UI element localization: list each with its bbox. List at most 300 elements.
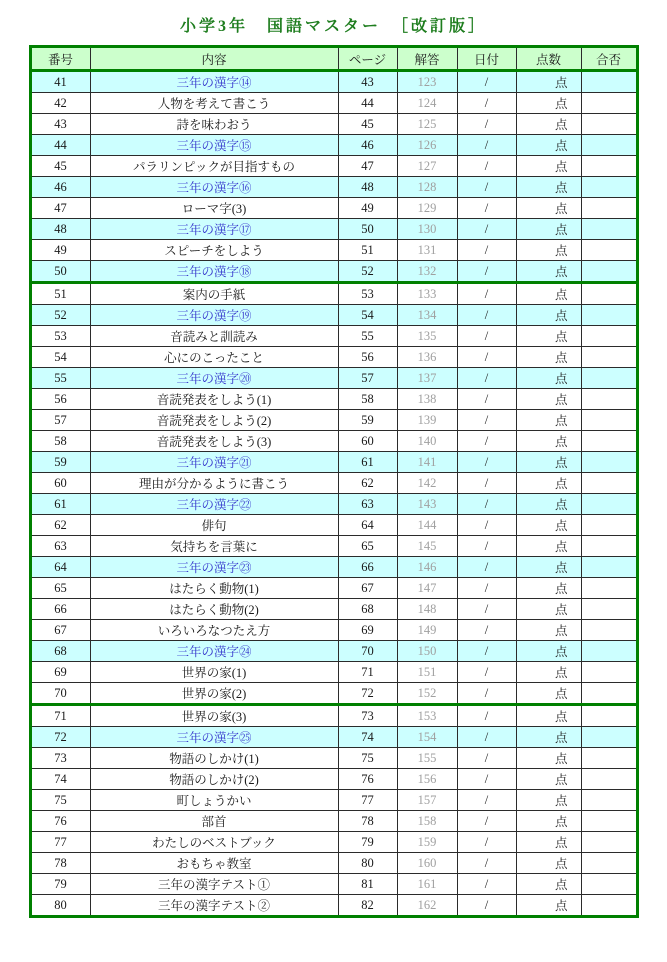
cell-answer: 148: [397, 599, 457, 620]
cell-date: /: [457, 578, 516, 599]
cell-answer: 150: [397, 641, 457, 662]
cell-score: 点: [516, 895, 581, 917]
cell-score: 点: [516, 326, 581, 347]
cell-number: 45: [30, 156, 90, 177]
table-row: [30, 71, 637, 93]
cell-page: 58: [338, 389, 397, 410]
cell-date: /: [457, 895, 516, 917]
cell-number: 65: [30, 578, 90, 599]
cell-content: 三年の漢字⑮: [90, 135, 338, 156]
cell-page: 53: [338, 283, 397, 305]
cell-number: 77: [30, 832, 90, 853]
cell-pass: [581, 620, 637, 641]
cell-pass: [581, 93, 637, 114]
cell-page: 46: [338, 135, 397, 156]
cell-date: /: [457, 790, 516, 811]
cell-pass: [581, 578, 637, 599]
cell-content: スピーチをしよう: [90, 240, 338, 261]
table-row: [30, 769, 637, 790]
cell-answer: 129: [397, 198, 457, 219]
cell-number: 63: [30, 536, 90, 557]
cell-page: 78: [338, 811, 397, 832]
cell-number: 47: [30, 198, 90, 219]
cell-score: 点: [516, 578, 581, 599]
cell-content: 三年の漢字㉔: [90, 641, 338, 662]
cell-score: 点: [516, 494, 581, 515]
cell-page: 52: [338, 261, 397, 283]
cell-pass: [581, 410, 637, 431]
cell-pass: [581, 790, 637, 811]
cell-date: /: [457, 557, 516, 578]
cell-pass: [581, 305, 637, 326]
table-row: [30, 705, 637, 727]
table-row: [30, 853, 637, 874]
table-row: [30, 578, 637, 599]
cell-answer: 131: [397, 240, 457, 261]
cell-answer: 140: [397, 431, 457, 452]
cell-score: 点: [516, 536, 581, 557]
cell-answer: 159: [397, 832, 457, 853]
cell-number: 46: [30, 177, 90, 198]
cell-page: 71: [338, 662, 397, 683]
cell-content: 三年の漢字㉕: [90, 727, 338, 748]
table-row: [30, 326, 637, 347]
cell-content: いろいろなつたえ方: [90, 620, 338, 641]
cell-answer: 124: [397, 93, 457, 114]
cell-pass: [581, 431, 637, 452]
header-date: 日付: [457, 47, 516, 71]
cell-content: 俳句: [90, 515, 338, 536]
cell-content: 三年の漢字㉓: [90, 557, 338, 578]
header-score: 点数: [516, 47, 581, 71]
cell-page: 68: [338, 599, 397, 620]
table-row: [30, 452, 637, 473]
cell-score: 点: [516, 790, 581, 811]
cell-score: 点: [516, 71, 581, 93]
cell-answer: 133: [397, 283, 457, 305]
cell-answer: 156: [397, 769, 457, 790]
cell-score: 点: [516, 811, 581, 832]
cell-score: 点: [516, 452, 581, 473]
cell-date: /: [457, 494, 516, 515]
header-pass: 合否: [581, 47, 637, 71]
cell-score: 点: [516, 240, 581, 261]
cell-page: 79: [338, 832, 397, 853]
cell-date: /: [457, 114, 516, 135]
cell-date: /: [457, 389, 516, 410]
cell-date: /: [457, 641, 516, 662]
cell-answer: 157: [397, 790, 457, 811]
cell-number: 54: [30, 347, 90, 368]
cell-content: 世界の家(1): [90, 662, 338, 683]
cell-pass: [581, 494, 637, 515]
cell-pass: [581, 156, 637, 177]
cell-score: 点: [516, 874, 581, 895]
cell-page: 63: [338, 494, 397, 515]
cell-number: 75: [30, 790, 90, 811]
cell-content: 音読発表をしよう(1): [90, 389, 338, 410]
cell-answer: 139: [397, 410, 457, 431]
cell-pass: [581, 705, 637, 727]
cell-number: 64: [30, 557, 90, 578]
cell-answer: 126: [397, 135, 457, 156]
cell-content: 案内の手紙: [90, 283, 338, 305]
cell-number: 74: [30, 769, 90, 790]
cell-page: 69: [338, 620, 397, 641]
cell-pass: [581, 874, 637, 895]
cell-number: 48: [30, 219, 90, 240]
cell-content: 三年の漢字テスト②: [90, 895, 338, 917]
cell-date: /: [457, 347, 516, 368]
cell-number: 71: [30, 705, 90, 727]
cell-date: /: [457, 326, 516, 347]
cell-answer: 151: [397, 662, 457, 683]
table-row: [30, 620, 637, 641]
cell-score: 点: [516, 261, 581, 283]
table-row: [30, 389, 637, 410]
cell-content: ローマ字(3): [90, 198, 338, 219]
cell-content: 三年の漢字⑰: [90, 219, 338, 240]
cell-page: 81: [338, 874, 397, 895]
cell-pass: [581, 599, 637, 620]
cell-number: 56: [30, 389, 90, 410]
cell-pass: [581, 769, 637, 790]
cell-answer: 136: [397, 347, 457, 368]
header-content: 内容: [90, 47, 338, 71]
cell-answer: 141: [397, 452, 457, 473]
cell-answer: 143: [397, 494, 457, 515]
cell-content: わたしのベストブック: [90, 832, 338, 853]
cell-number: 41: [30, 71, 90, 93]
cell-content: おもちゃ教室: [90, 853, 338, 874]
cell-pass: [581, 832, 637, 853]
cell-number: 62: [30, 515, 90, 536]
cell-number: 43: [30, 114, 90, 135]
cell-number: 55: [30, 368, 90, 389]
cell-score: 点: [516, 473, 581, 494]
cell-number: 42: [30, 93, 90, 114]
table-row: [30, 177, 637, 198]
cell-content: 人物を考えて書こう: [90, 93, 338, 114]
cell-answer: 144: [397, 515, 457, 536]
table-row: [30, 156, 637, 177]
cell-date: /: [457, 431, 516, 452]
table-row: [30, 368, 637, 389]
cell-score: 点: [516, 93, 581, 114]
cell-score: 点: [516, 853, 581, 874]
cell-date: /: [457, 853, 516, 874]
cell-answer: 152: [397, 683, 457, 705]
cell-pass: [581, 515, 637, 536]
cell-number: 57: [30, 410, 90, 431]
header-page: ページ: [338, 47, 397, 71]
cell-date: /: [457, 536, 516, 557]
cell-page: 56: [338, 347, 397, 368]
table-row: [30, 895, 637, 917]
cell-date: /: [457, 368, 516, 389]
cell-pass: [581, 557, 637, 578]
table-row: [30, 219, 637, 240]
cell-date: /: [457, 515, 516, 536]
table-row: [30, 832, 637, 853]
cell-number: 79: [30, 874, 90, 895]
cell-date: /: [457, 452, 516, 473]
cell-answer: 137: [397, 368, 457, 389]
cell-number: 69: [30, 662, 90, 683]
table-row: [30, 811, 637, 832]
cell-number: 50: [30, 261, 90, 283]
table-row: [30, 536, 637, 557]
cell-number: 49: [30, 240, 90, 261]
cell-content: 音読発表をしよう(2): [90, 410, 338, 431]
table-row: [30, 557, 637, 578]
cell-date: /: [457, 683, 516, 705]
cell-date: /: [457, 219, 516, 240]
cell-content: 物語のしかけ(2): [90, 769, 338, 790]
cell-pass: [581, 283, 637, 305]
cell-pass: [581, 641, 637, 662]
cell-number: 52: [30, 305, 90, 326]
cell-pass: [581, 326, 637, 347]
cell-date: /: [457, 261, 516, 283]
header-answer: 解答: [397, 47, 457, 71]
cell-answer: 125: [397, 114, 457, 135]
cell-date: /: [457, 727, 516, 748]
table-row: [30, 515, 637, 536]
cell-content: 心にのこったこと: [90, 347, 338, 368]
cell-number: 44: [30, 135, 90, 156]
cell-score: 点: [516, 599, 581, 620]
table-row: [30, 305, 637, 326]
cell-page: 57: [338, 368, 397, 389]
cell-page: 70: [338, 641, 397, 662]
table-row: [30, 641, 637, 662]
cell-answer: 123: [397, 71, 457, 93]
cell-answer: 128: [397, 177, 457, 198]
cell-content: 詩を味わおう: [90, 114, 338, 135]
cell-number: 58: [30, 431, 90, 452]
cell-page: 61: [338, 452, 397, 473]
cell-page: 76: [338, 769, 397, 790]
table-row: [30, 240, 637, 261]
cell-pass: [581, 71, 637, 93]
cell-score: 点: [516, 283, 581, 305]
cell-content: 気持ちを言葉に: [90, 536, 338, 557]
table-row: [30, 198, 637, 219]
cell-pass: [581, 240, 637, 261]
cell-score: 点: [516, 832, 581, 853]
cell-answer: 160: [397, 853, 457, 874]
cell-page: 54: [338, 305, 397, 326]
cell-content: 三年の漢字テスト①: [90, 874, 338, 895]
cell-answer: 155: [397, 748, 457, 769]
cell-answer: 149: [397, 620, 457, 641]
cell-number: 80: [30, 895, 90, 917]
cell-number: 70: [30, 683, 90, 705]
cell-answer: 130: [397, 219, 457, 240]
table-row: [30, 599, 637, 620]
cell-pass: [581, 135, 637, 156]
cell-score: 点: [516, 431, 581, 452]
cell-content: パラリンピックが目指すもの: [90, 156, 338, 177]
cell-content: 物語のしかけ(1): [90, 748, 338, 769]
cell-answer: 142: [397, 473, 457, 494]
cell-score: 点: [516, 347, 581, 368]
cell-content: 三年の漢字⑱: [90, 261, 338, 283]
table-row: [30, 135, 637, 156]
header-row: [30, 47, 637, 71]
cell-score: 点: [516, 219, 581, 240]
table-row: [30, 683, 637, 705]
cell-date: /: [457, 473, 516, 494]
cell-date: /: [457, 156, 516, 177]
cell-content: 音読みと訓読み: [90, 326, 338, 347]
table-row: [30, 431, 637, 452]
cell-score: 点: [516, 641, 581, 662]
cell-score: 点: [516, 198, 581, 219]
table-body: [30, 71, 637, 917]
cell-page: 47: [338, 156, 397, 177]
table-row: [30, 662, 637, 683]
cell-page: 50: [338, 219, 397, 240]
cell-number: 76: [30, 811, 90, 832]
cell-score: 点: [516, 662, 581, 683]
cell-page: 66: [338, 557, 397, 578]
cell-number: 53: [30, 326, 90, 347]
cell-date: /: [457, 135, 516, 156]
cell-answer: 162: [397, 895, 457, 917]
cell-pass: [581, 683, 637, 705]
cell-page: 82: [338, 895, 397, 917]
table-row: [30, 874, 637, 895]
cell-content: 三年の漢字⑳: [90, 368, 338, 389]
cell-answer: 138: [397, 389, 457, 410]
table-row: [30, 748, 637, 769]
cell-score: 点: [516, 727, 581, 748]
table-row: [30, 410, 637, 431]
cell-answer: 161: [397, 874, 457, 895]
cell-date: /: [457, 769, 516, 790]
cell-content: 世界の家(3): [90, 705, 338, 727]
table-row: [30, 473, 637, 494]
cell-page: 73: [338, 705, 397, 727]
cell-number: 60: [30, 473, 90, 494]
cell-page: 65: [338, 536, 397, 557]
cell-content: はたらく動物(2): [90, 599, 338, 620]
cell-content: 町しょうかい: [90, 790, 338, 811]
cell-pass: [581, 177, 637, 198]
cell-date: /: [457, 662, 516, 683]
cell-date: /: [457, 832, 516, 853]
cell-score: 点: [516, 114, 581, 135]
table-row: [30, 114, 637, 135]
cell-content: 世界の家(2): [90, 683, 338, 705]
cell-page: 67: [338, 578, 397, 599]
cell-score: 点: [516, 769, 581, 790]
cell-score: 点: [516, 177, 581, 198]
cell-page: 77: [338, 790, 397, 811]
cell-answer: 134: [397, 305, 457, 326]
cell-page: 75: [338, 748, 397, 769]
cell-page: 62: [338, 473, 397, 494]
cell-page: 48: [338, 177, 397, 198]
cell-pass: [581, 536, 637, 557]
cell-pass: [581, 748, 637, 769]
cell-date: /: [457, 599, 516, 620]
cell-date: /: [457, 283, 516, 305]
cell-date: /: [457, 305, 516, 326]
table-header: [30, 47, 637, 71]
cell-content: 理由が分かるように書こう: [90, 473, 338, 494]
cell-answer: 145: [397, 536, 457, 557]
cell-score: 点: [516, 135, 581, 156]
cell-number: 67: [30, 620, 90, 641]
cell-pass: [581, 368, 637, 389]
cell-answer: 153: [397, 705, 457, 727]
cell-score: 点: [516, 305, 581, 326]
cell-page: 80: [338, 853, 397, 874]
cell-page: 60: [338, 431, 397, 452]
cell-score: 点: [516, 557, 581, 578]
table-row: [30, 727, 637, 748]
cell-page: 44: [338, 93, 397, 114]
cell-page: 72: [338, 683, 397, 705]
cell-content: 三年の漢字㉑: [90, 452, 338, 473]
cell-pass: [581, 452, 637, 473]
cell-score: 点: [516, 748, 581, 769]
cell-date: /: [457, 811, 516, 832]
cell-content: 三年の漢字⑭: [90, 71, 338, 93]
cell-score: 点: [516, 683, 581, 705]
cell-content: 三年の漢字㉒: [90, 494, 338, 515]
cell-score: 点: [516, 620, 581, 641]
table-row: [30, 494, 637, 515]
cell-date: /: [457, 705, 516, 727]
cell-pass: [581, 853, 637, 874]
cell-page: 45: [338, 114, 397, 135]
cell-answer: 154: [397, 727, 457, 748]
cell-pass: [581, 261, 637, 283]
cell-page: 51: [338, 240, 397, 261]
table-row: [30, 93, 637, 114]
cell-date: /: [457, 240, 516, 261]
cell-answer: 135: [397, 326, 457, 347]
cell-number: 72: [30, 727, 90, 748]
worksheet-table: [29, 45, 639, 918]
cell-pass: [581, 347, 637, 368]
cell-date: /: [457, 874, 516, 895]
cell-answer: 147: [397, 578, 457, 599]
cell-page: 49: [338, 198, 397, 219]
cell-date: /: [457, 93, 516, 114]
cell-date: /: [457, 198, 516, 219]
cell-number: 78: [30, 853, 90, 874]
table-row: [30, 347, 637, 368]
cell-content: 三年の漢字⑲: [90, 305, 338, 326]
cell-pass: [581, 895, 637, 917]
cell-pass: [581, 114, 637, 135]
cell-score: 点: [516, 156, 581, 177]
cell-page: 64: [338, 515, 397, 536]
cell-answer: 132: [397, 261, 457, 283]
cell-pass: [581, 727, 637, 748]
cell-content: 三年の漢字⑯: [90, 177, 338, 198]
cell-score: 点: [516, 368, 581, 389]
cell-number: 66: [30, 599, 90, 620]
cell-date: /: [457, 71, 516, 93]
cell-pass: [581, 811, 637, 832]
cell-score: 点: [516, 389, 581, 410]
